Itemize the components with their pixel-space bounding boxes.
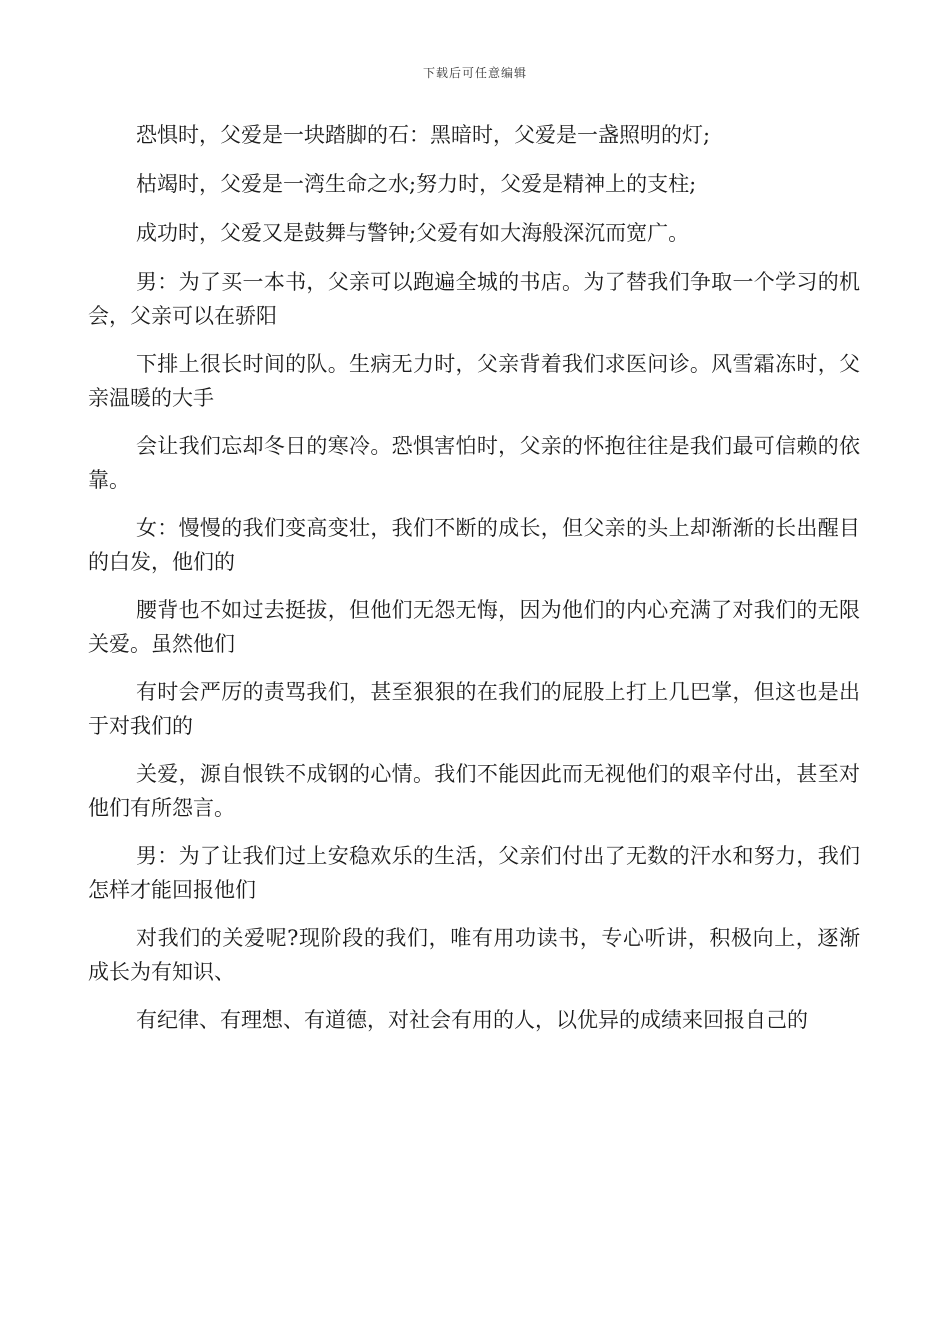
page-header: 下载后可任意编辑 (422, 66, 527, 80)
paragraph: 恐惧时，父爱是一块踏脚的石：黑暗时，父爱是一盏照明的灯; (136, 123, 711, 147)
paragraph: 男：为了让我们过上安稳欢乐的生活，父亲们付出了无数的汗水和努力，我们怎样才能回报他们 (88, 844, 860, 902)
paragraph: 对我们的关爱呢?现阶段的我们，唯有用功读书，专心听讲，积极向上，逐渐成长为有知识、 (88, 926, 860, 984)
document-body (88, 118, 860, 1051)
paragraph: 男：为了买一本书，父亲可以跑遍全城的书店。为了替我们争取一个学习的机会，父亲可以在骄阳 (88, 270, 860, 328)
paragraph: 会让我们忘却冬日的寒冷。恐惧害怕时，父亲的怀抱往往是我们最可信赖的依靠。 (88, 434, 860, 492)
paragraph: 枯竭时，父爱是一湾生命之水;努力时，父爱是精神上的支柱; (136, 172, 697, 196)
paragraph: 女：慢慢的我们变高变壮，我们不断的成长，但父亲的头上却渐渐的长出醒目的白发，他们的 (88, 516, 860, 574)
paragraph: 腰背也不如过去挺拔，但他们无怨无悔，因为他们的内心充满了对我们的无限关爱。虽然他们 (88, 598, 860, 656)
paragraph: 有时会严厉的责骂我们，甚至狠狠的在我们的屁股上打上几巴掌，但这也是出于对我们的 (88, 680, 860, 738)
paragraph: 成功时，父爱又是鼓舞与警钟;父爱有如大海般深沉而宽广。 (136, 221, 690, 245)
paragraph: 下排上很长时间的队。生病无力时，父亲背着我们求医问诊。风雪霜冻时，父亲温暖的大手 (88, 352, 860, 410)
paragraph: 有纪律、有理想、有道德，对社会有用的人，以优异的成绩来回报自己的 (136, 1008, 808, 1032)
paragraph: 关爱，源自恨铁不成钢的心情。我们不能因此而无视他们的艰辛付出，甚至对他们有所怨言。 (88, 762, 860, 820)
